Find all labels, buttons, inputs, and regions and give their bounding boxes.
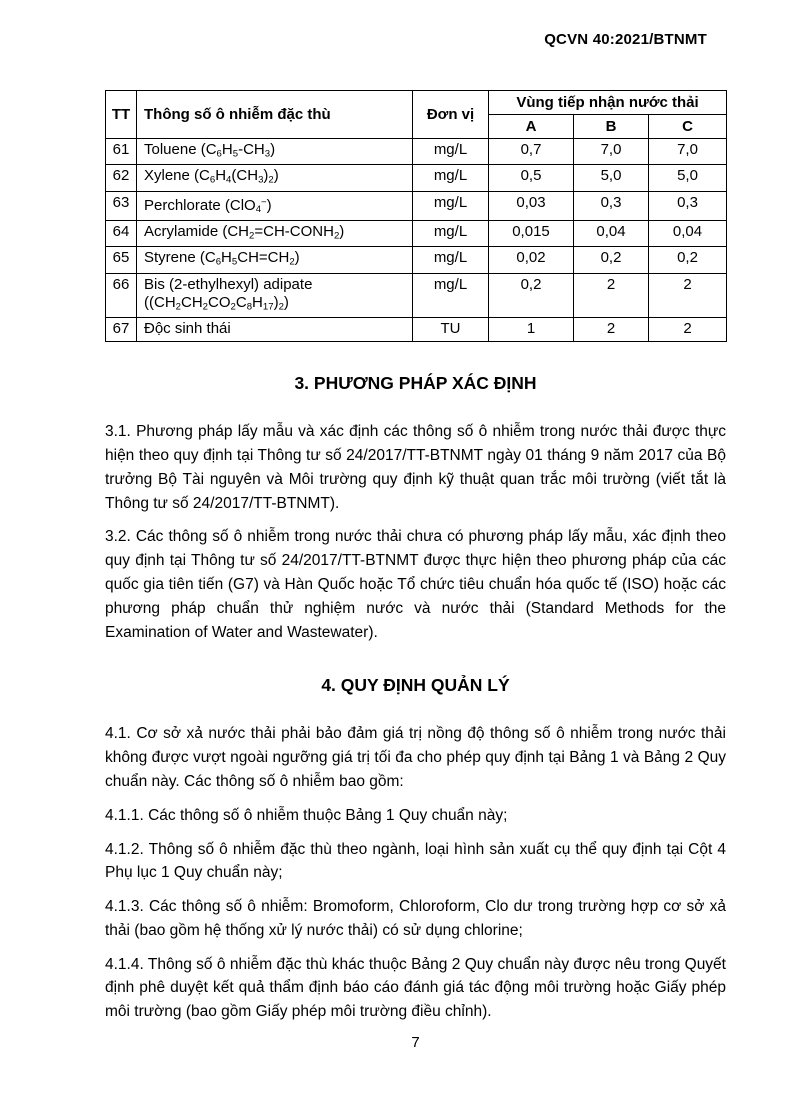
parameter-name: Acrylamide $(CH_2=CH-CONH_2)$ [137,220,413,246]
parameter-name: Độc sinh thái [137,318,413,342]
section-3-body [105,420,726,644]
zone-b-value: 7,0 [574,139,649,165]
parameter-name: Perchlorate (ClO$_4$−) [137,191,413,220]
paragraph: 4.1.1. Các thông số ô nhiễm thuộc Bảng 1 Quy chuẩn này; [105,806,508,824]
page-content [105,0,726,1034]
doc-code: QCVN 40:2021/BTNMT [544,31,707,48]
paragraph: 4.1.2. Thông số ô nhiễm đặc thù theo ngành, loại hình sản xuất cụ thể quy định tại Cột 4 Phụ lục 1 Quy chuẩn này; [105,840,726,882]
parameter-name: Xylene $(C_6H_4(CH_3)_2)$ [137,165,413,191]
zone-a-value: 0,2 [489,273,574,317]
row-number: 62 [106,165,137,191]
zone-c-value: 2 [649,273,727,317]
zone-b-value: 2 [574,273,649,317]
pollutant-table-head [106,91,727,139]
row-number: 66 [106,273,137,317]
zone-c-value: 2 [649,318,727,342]
paragraph: 3.1. Phương pháp lấy mẫu và xác định các thông số ô nhiễm trong nước thải được thực hiện theo quy định tại Thông tư số 24/2017/TT-BTNMT ngày 01 tháng 9 năm 2017 của Bộ trưởng Bộ Tài nguyên và Môi trường quy định kỹ thuật quan trắc môi trường (viết tắt là Thông tư số 24/2017/TT-BTNMT). [105,423,726,512]
zone-c-value: 0,3 [649,191,727,220]
zone-b-value: 0,04 [574,220,649,246]
unit-value: mg/L [413,220,489,246]
table-row [106,247,727,273]
zone-c-value: 0,2 [649,247,727,273]
zone-a-value: 0,03 [489,191,574,220]
col-header-zone-group: Vùng tiếp nhận nước thải [489,91,727,115]
zone-a-value: 0,015 [489,220,574,246]
pollutant-table-body [106,139,727,342]
table-header-row-1 [106,91,727,115]
col-header-parameter: Thông số ô nhiễm đặc thù [137,91,413,139]
section-3 [105,373,726,644]
unit-value: mg/L [413,273,489,317]
table-row [106,220,727,246]
col-header-unit: Đơn vị [413,91,489,139]
paragraph: 4.1. Cơ sở xả nước thải phải bảo đảm giá trị nồng độ thông số ô nhiễm trong nước thải không được vượt ngoài ngưỡng giá trị tối đa cho phép quy định tại Bảng 1 và Bảng 2 Quy chuẩn này. Các thông số ô nhiễm bao gồm: [105,725,726,790]
zone-a-value: 0,02 [489,247,574,273]
col-header-zone-c: C [649,115,727,139]
unit-value: mg/L [413,247,489,273]
unit-value: mg/L [413,191,489,220]
col-header-zone-b: B [574,115,649,139]
zone-a-value: 1 [489,318,574,342]
paragraph: 3.2. Các thông số ô nhiễm trong nước thải chưa có phương pháp lấy mẫu, xác định theo quy định tại Thông tư số 24/2017/TT-BTNMT được thực hiện theo phương pháp của các quốc gia tiên tiến (G7) và Hàn Quốc hoặc Tổ chức tiêu chuẩn hóa quốc tế (ISO) hoặc các phương pháp chuẩn thử nghiệm nước và nước thải (Standard Methods for the Examination of Water and Wastewater). [105,528,726,641]
parameter-name: Styrene $(C_6H_5CH=CH_2)$ [137,247,413,273]
zone-b-value: 0,3 [574,191,649,220]
zone-c-value: 5,0 [649,165,727,191]
row-number: 63 [106,191,137,220]
zone-a-value: 0,5 [489,165,574,191]
row-number: 64 [106,220,137,246]
paragraph: 4.1.4. Thông số ô nhiễm đặc thù khác thuộc Bảng 2 Quy chuẩn này được nêu trong Quyết định phê duyệt kết quả thẩm định báo cáo đánh giá tác động môi trường hoặc Giấy phép môi trường (bao gồm Giấy phép môi trường điều chỉnh). [105,955,726,1021]
row-number: 67 [106,318,137,342]
row-number: 61 [106,139,137,165]
zone-b-value: 2 [574,318,649,342]
zone-c-value: 7,0 [649,139,727,165]
col-header-zone-a: A [489,115,574,139]
table-row [106,165,727,191]
table-row [106,273,727,317]
unit-value: mg/L [413,165,489,191]
row-number: 65 [106,247,137,273]
page-number: 7 [411,1034,420,1051]
zone-c-value: 0,04 [649,220,727,246]
pollutant-table [105,90,727,342]
paragraph: 4.1.3. Các thông số ô nhiễm: Bromoform, Chloroform, Clo dư trong trường hợp cơ sở xả thải (bao gồm hệ thống xử lý nước thải) có sử dụng chlorine; [105,898,726,939]
section-4-heading: 4. QUY ĐỊNH QUẢN LÝ [321,675,510,696]
table-row [106,318,727,342]
col-header-tt: TT [106,91,137,139]
section-4 [105,675,726,1024]
parameter-name: Toluene $(C_6H_5-CH_3)$ [137,139,413,165]
section-4-body [105,722,726,1024]
zone-b-value: 5,0 [574,165,649,191]
zone-a-value: 0,7 [489,139,574,165]
unit-value: mg/L [413,139,489,165]
parameter-name: Bis (2-ethylhexyl) adipate $((CH_2CH_2CO_2C_8H_{17})_2)$ [137,273,413,317]
zone-b-value: 0,2 [574,247,649,273]
section-3-heading: 3. PHƯƠNG PHÁP XÁC ĐỊNH [294,373,537,394]
table-row [106,191,727,220]
unit-value: TU [413,318,489,342]
table-row [106,139,727,165]
